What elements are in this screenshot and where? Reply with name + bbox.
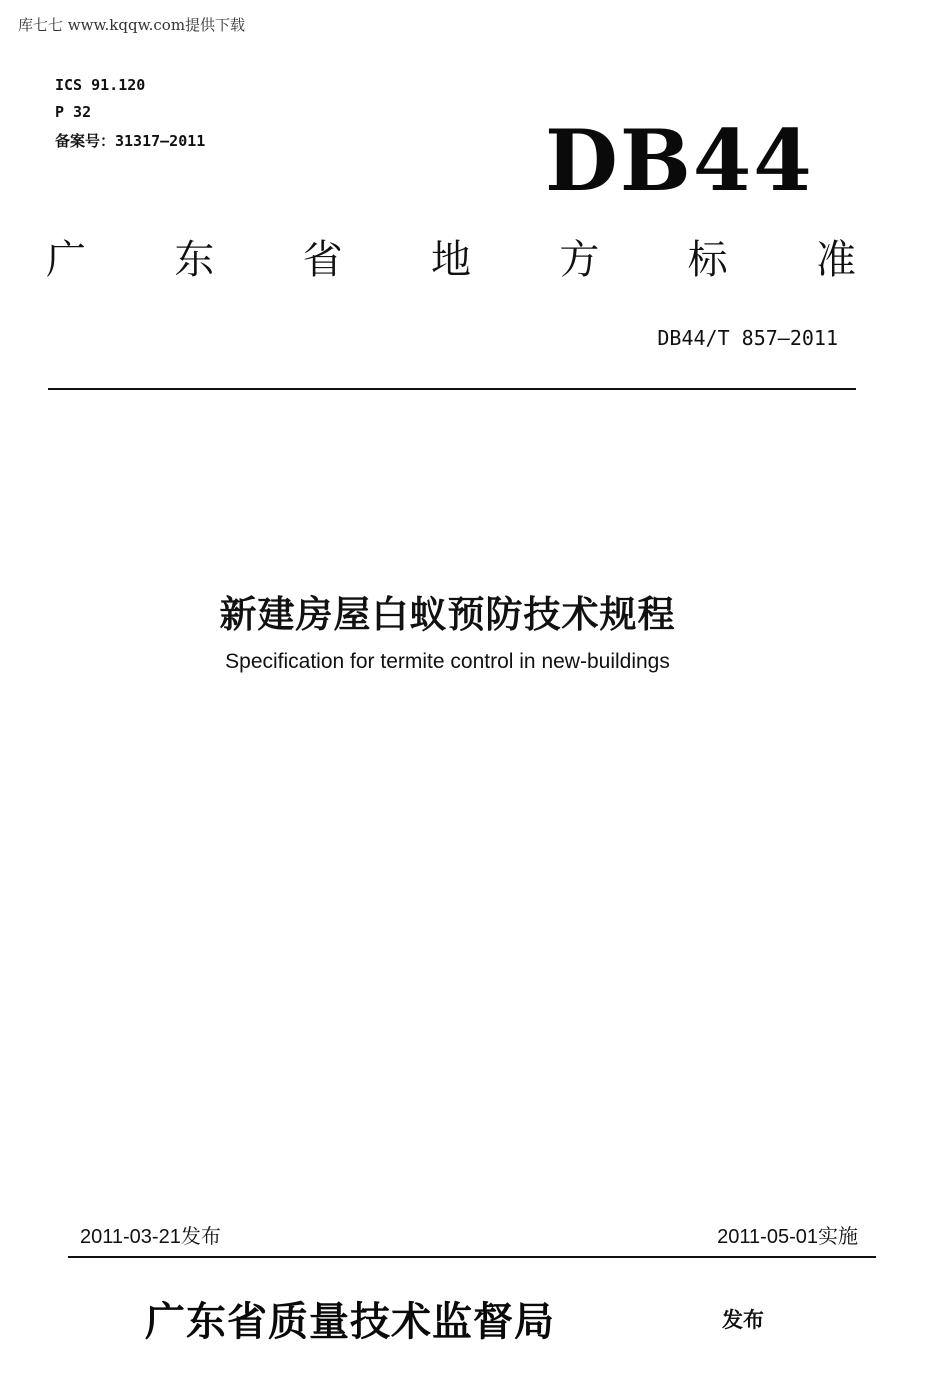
standard-type-char: 方 — [559, 237, 600, 283]
record-number: 备案号：31317—2011 — [55, 132, 206, 150]
issuer-name: 广东省质量技术监督局 — [145, 1298, 555, 1345]
standard-type-char: 准 — [815, 237, 856, 283]
standard-type-heading — [46, 232, 856, 288]
implement-date: 2011-05-01实施 — [717, 1226, 858, 1248]
category-code: P 32 — [55, 103, 92, 121]
issuer-suffix: 发布 — [722, 1308, 764, 1332]
standard-type-char: 地 — [430, 237, 471, 283]
publish-date: 2011-03-21发布 — [80, 1226, 221, 1248]
standard-type-char: 省 — [302, 237, 343, 283]
db44-logo: DB44 — [545, 111, 814, 210]
watermark-text: 库七七 www.kqqw.com提供下载 — [18, 16, 246, 34]
standard-type-char: 广 — [46, 237, 86, 283]
top-divider — [48, 388, 856, 390]
standard-type-char: 东 — [174, 237, 215, 283]
ics-code: ICS 91.120 — [55, 76, 146, 94]
bottom-divider — [68, 1256, 876, 1258]
document-title-english: Specification for termite control in new-buildings — [225, 650, 670, 673]
standard-type-char: 标 — [687, 237, 728, 283]
document-title-chinese: 新建房屋白蚁预防技术规程 — [219, 593, 676, 636]
standard-code: DB44/T 857—2011 — [657, 326, 838, 350]
